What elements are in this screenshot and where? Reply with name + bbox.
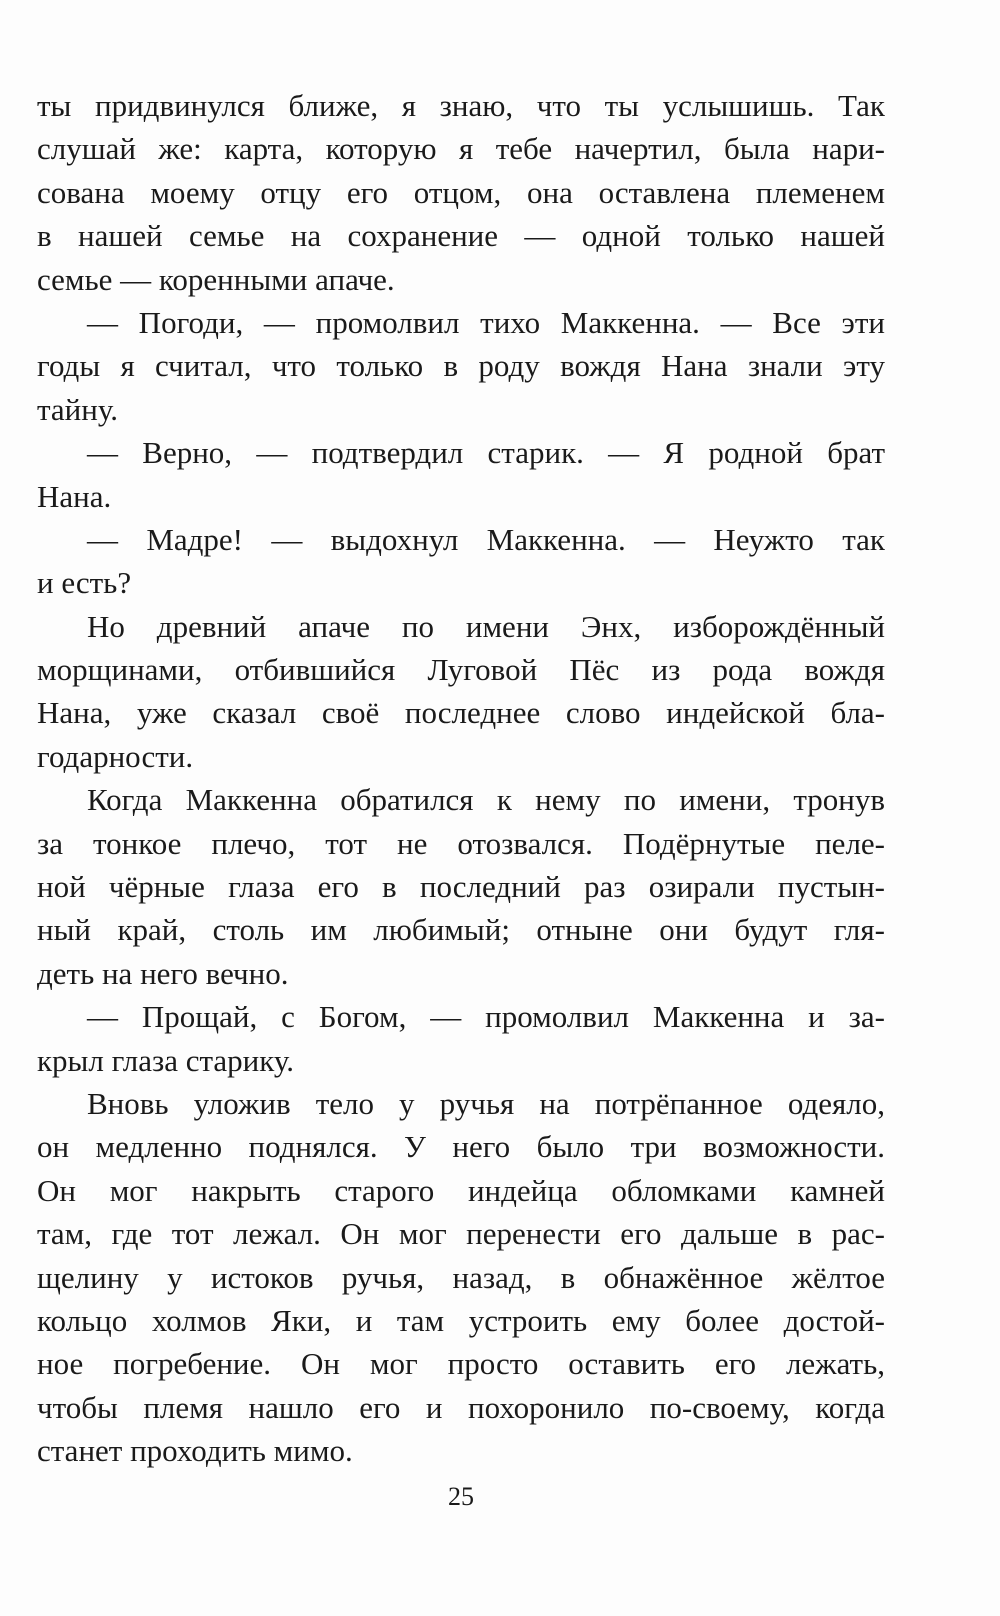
text-line: семье — коренными апаче. [37, 261, 395, 297]
text-line: там, где тот лежал. Он мог перенести его дальше в рас- [37, 1216, 885, 1252]
text-line: — Прощай, с Богом, — промолвил Маккенна и за- [87, 999, 885, 1035]
text-line: кольцо холмов Яки, и там устроить ему более достой- [37, 1302, 885, 1338]
text-line: станет проходить мимо. [37, 1433, 353, 1469]
text-line: годарности. [37, 738, 194, 774]
text-line: тайну. [37, 391, 119, 427]
text-line: ной чёрные глаза его в последний раз озирали пустын- [37, 869, 885, 905]
text-line: ты придвинулся ближе, я знаю, что ты услышишь. Так [37, 88, 885, 123]
text-line: — Мадре! — выдохнул Маккенна. — Неужто так [87, 521, 885, 557]
text-line: Но древний апаче по имени Энх, изборождённый [87, 608, 885, 644]
text-line: — Погоди, — промолвил тихо Маккенна. — Все эти [87, 304, 885, 340]
text-line: за тонкое плечо, тот не отозвался. Подёрнутые пеле- [37, 825, 885, 861]
text-line: крыл глаза старику. [37, 1042, 295, 1078]
text-line: чтобы племя нашло его и похоронило по-своему, когда [37, 1389, 885, 1425]
text-line: морщинами, отбившийся Луговой Пёс из рода вождя [37, 652, 885, 688]
text-line: щелину у истоков ручья, назад, в обнажённое жёлтое [37, 1259, 885, 1295]
page-number: 25 [448, 1482, 474, 1511]
text-line: Нана, уже сказал своё последнее слово индейской бла- [37, 695, 885, 731]
text-line: годы я считал, что только в роду вождя Нана знали эту [37, 348, 885, 384]
text-line: Он мог накрыть старого индейца обломками камней [37, 1172, 885, 1208]
text-line: слушай же: карта, которую я тебе начертил, была нари- [37, 131, 885, 167]
text-line: Нана. [37, 478, 112, 514]
text-line: ный край, столь им любимый; отныне они будут гля- [37, 912, 885, 948]
body-text [37, 84, 885, 1473]
text-line: он медленно поднялся. У него было три возможности. [37, 1129, 885, 1165]
text-line: и есть? [37, 565, 132, 601]
text-line: ное погребение. Он мог просто оставить его лежать, [37, 1346, 885, 1382]
text-line: Вновь уложив тело у ручья на потрёпанное одеяло, [87, 1085, 885, 1121]
text-line: Когда Маккенна обратился к нему по имени, тронув [87, 782, 885, 818]
text-line: деть на него вечно. [37, 955, 289, 991]
text-line: — Верно, — подтвердил старик. — Я родной брат [87, 435, 885, 471]
text-line: сована моему отцу его отцом, она оставлена племенем [37, 174, 885, 210]
text-line: в нашей семье на сохранение — одной только нашей [37, 218, 885, 254]
